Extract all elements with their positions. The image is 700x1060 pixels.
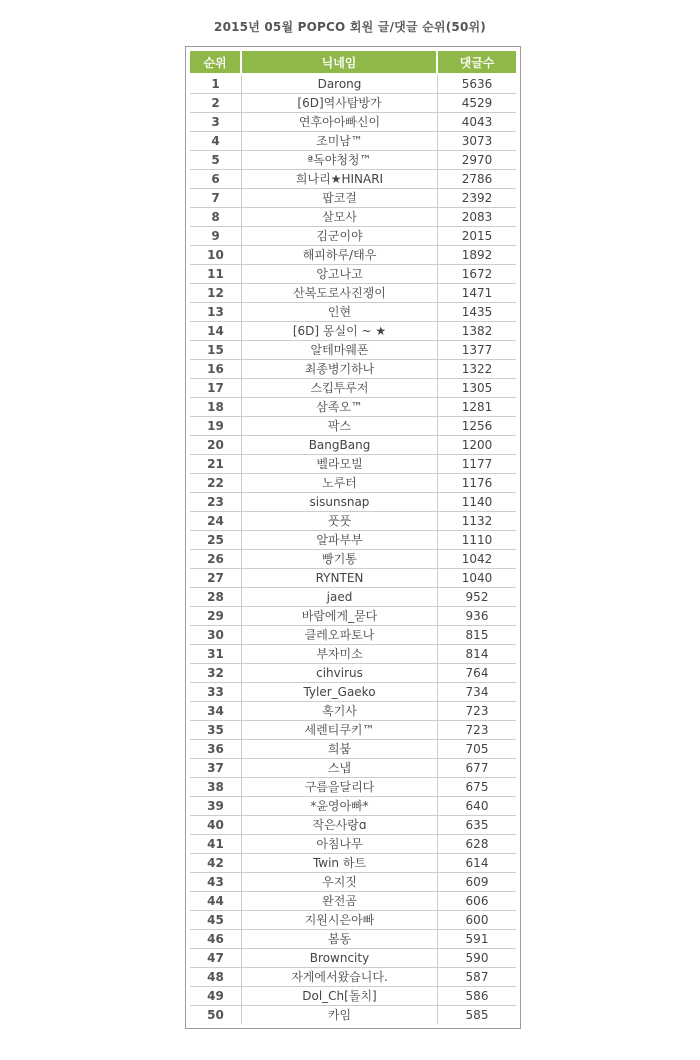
table-row <box>190 265 516 284</box>
comment-count-cell: 1040 <box>438 569 516 588</box>
rank-cell: 34 <box>190 702 242 721</box>
rank-cell: 8 <box>190 208 242 227</box>
nickname-cell: 우지짓 <box>242 873 438 892</box>
table-row <box>190 588 516 607</box>
nickname-cell: 구름을달리다 <box>242 778 438 797</box>
nickname-cell: 해피하루/태우 <box>242 246 438 265</box>
comment-count-cell: 1892 <box>438 246 516 265</box>
nickname-cell: sisunsnap <box>242 493 438 512</box>
rank-cell: 30 <box>190 626 242 645</box>
nickname-cell: 작은사랑ɑ <box>242 816 438 835</box>
rank-cell: 10 <box>190 246 242 265</box>
nickname-cell: 삼족오™ <box>242 398 438 417</box>
table-row <box>190 455 516 474</box>
table-row <box>190 474 516 493</box>
table-row <box>190 835 516 854</box>
table-row <box>190 968 516 987</box>
comment-count-cell: 815 <box>438 626 516 645</box>
table-row <box>190 322 516 341</box>
rank-cell: 29 <box>190 607 242 626</box>
nickname-cell: BangBang <box>242 436 438 455</box>
nickname-cell: 봄동 <box>242 930 438 949</box>
table-row <box>190 94 516 113</box>
comment-count-cell: 936 <box>438 607 516 626</box>
rank-cell: 37 <box>190 759 242 778</box>
rank-cell: 6 <box>190 170 242 189</box>
comment-count-cell: 590 <box>438 949 516 968</box>
table-row <box>190 892 516 911</box>
rank-cell: 40 <box>190 816 242 835</box>
rank-cell: 28 <box>190 588 242 607</box>
nickname-cell: 연후아아빠신이 <box>242 113 438 132</box>
table-row <box>190 493 516 512</box>
table-header-row <box>190 51 516 75</box>
comment-count-cell: 1177 <box>438 455 516 474</box>
comment-count-cell: 677 <box>438 759 516 778</box>
comment-count-cell: 1042 <box>438 550 516 569</box>
comment-count-cell: 675 <box>438 778 516 797</box>
comment-count-cell: 1672 <box>438 265 516 284</box>
comment-count-cell: 2083 <box>438 208 516 227</box>
comment-count-cell: 609 <box>438 873 516 892</box>
comment-count-cell: 2970 <box>438 151 516 170</box>
nickname-cell: 혹기사 <box>242 702 438 721</box>
comment-count-cell: 952 <box>438 588 516 607</box>
table-row <box>190 930 516 949</box>
comment-count-cell: 4529 <box>438 94 516 113</box>
nickname-cell: 인현 <box>242 303 438 322</box>
rank-cell: 31 <box>190 645 242 664</box>
rank-cell: 39 <box>190 797 242 816</box>
nickname-cell: 팍스 <box>242 417 438 436</box>
comment-count-cell: 640 <box>438 797 516 816</box>
table-row <box>190 664 516 683</box>
table-row <box>190 398 516 417</box>
table-row <box>190 189 516 208</box>
nickname-cell: [6D]역사탐방가 <box>242 94 438 113</box>
comment-count-cell: 1305 <box>438 379 516 398</box>
rank-cell: 14 <box>190 322 242 341</box>
rank-cell: 18 <box>190 398 242 417</box>
nickname-cell: RYNTEN <box>242 569 438 588</box>
rank-cell: 36 <box>190 740 242 759</box>
comment-count-cell: 600 <box>438 911 516 930</box>
rank-cell: 42 <box>190 854 242 873</box>
nickname-cell: 벨라모빌 <box>242 455 438 474</box>
rank-cell: 38 <box>190 778 242 797</box>
table-row <box>190 132 516 151</box>
comment-count-cell: 1471 <box>438 284 516 303</box>
table-row <box>190 303 516 322</box>
comment-count-cell: 606 <box>438 892 516 911</box>
comment-count-cell: 1322 <box>438 360 516 379</box>
table-row <box>190 911 516 930</box>
nickname-cell: 최종병기하나 <box>242 360 438 379</box>
nickname-cell: 풋풋 <box>242 512 438 531</box>
nickname-cell: 앙고나고 <box>242 265 438 284</box>
comment-count-cell: 1110 <box>438 531 516 550</box>
nickname-cell: 빵기통 <box>242 550 438 569</box>
nickname-cell: 희나리★HINARI <box>242 170 438 189</box>
rank-cell: 46 <box>190 930 242 949</box>
nickname-cell: Twin 하트 <box>242 854 438 873</box>
table-row <box>190 113 516 132</box>
rank-cell: 17 <box>190 379 242 398</box>
table-row <box>190 702 516 721</box>
rank-cell: 15 <box>190 341 242 360</box>
comment-count-cell: 1377 <box>438 341 516 360</box>
table-row <box>190 797 516 816</box>
comment-count-cell: 723 <box>438 721 516 740</box>
table-row <box>190 740 516 759</box>
nickname-cell: 아침나무 <box>242 835 438 854</box>
rank-cell: 13 <box>190 303 242 322</box>
rank-cell: 35 <box>190 721 242 740</box>
rank-cell: 47 <box>190 949 242 968</box>
table-row <box>190 854 516 873</box>
nickname-cell: 완전곰 <box>242 892 438 911</box>
table-row <box>190 436 516 455</box>
rank-cell: 7 <box>190 189 242 208</box>
rank-cell: 49 <box>190 987 242 1006</box>
table-row <box>190 170 516 189</box>
comment-count-cell: 5636 <box>438 75 516 94</box>
rank-cell: 27 <box>190 569 242 588</box>
rank-cell: 41 <box>190 835 242 854</box>
table-row <box>190 227 516 246</box>
rank-cell: 33 <box>190 683 242 702</box>
nickname-cell: 살모사 <box>242 208 438 227</box>
rank-cell: 20 <box>190 436 242 455</box>
nickname-cell: 바람에게_묻다 <box>242 607 438 626</box>
nickname-cell: 팝코걸 <box>242 189 438 208</box>
rank-cell: 9 <box>190 227 242 246</box>
table-row <box>190 1006 516 1024</box>
table-row <box>190 949 516 968</box>
nickname-cell: jaed <box>242 588 438 607</box>
comment-count-cell: 4043 <box>438 113 516 132</box>
nickname-cell: 세렌티쿠키™ <box>242 721 438 740</box>
nickname-cell: 스냅 <box>242 759 438 778</box>
table-row <box>190 778 516 797</box>
nickname-cell: 산복도로사진쟁이 <box>242 284 438 303</box>
rank-cell: 48 <box>190 968 242 987</box>
comment-count-cell: 635 <box>438 816 516 835</box>
comment-count-cell: 1176 <box>438 474 516 493</box>
rank-cell: 11 <box>190 265 242 284</box>
column-header-comment-count: 댓글수 <box>438 51 516 75</box>
comment-count-cell: 587 <box>438 968 516 987</box>
nickname-cell: [6D] 몽실이 ~ ★ <box>242 322 438 341</box>
table-row <box>190 607 516 626</box>
nickname-cell: 부자미소 <box>242 645 438 664</box>
table-row <box>190 512 516 531</box>
table-row <box>190 151 516 170</box>
rank-cell: 25 <box>190 531 242 550</box>
comment-count-cell: 1200 <box>438 436 516 455</box>
table-row <box>190 987 516 1006</box>
rank-cell: 16 <box>190 360 242 379</box>
table-row <box>190 683 516 702</box>
rank-cell: 44 <box>190 892 242 911</box>
comment-count-cell: 1132 <box>438 512 516 531</box>
nickname-cell: 클레오파토나 <box>242 626 438 645</box>
table-row <box>190 816 516 835</box>
nickname-cell: cihvirus <box>242 664 438 683</box>
rank-cell: 12 <box>190 284 242 303</box>
nickname-cell: Browncity <box>242 949 438 968</box>
comment-count-cell: 734 <box>438 683 516 702</box>
nickname-cell: 자게에서왔습니다. <box>242 968 438 987</box>
rank-cell: 26 <box>190 550 242 569</box>
comment-count-cell: 1435 <box>438 303 516 322</box>
nickname-cell: 노루터 <box>242 474 438 493</box>
comment-count-cell: 1382 <box>438 322 516 341</box>
table-body <box>190 75 516 1024</box>
page-title: 2015년 05월 POPCO 회원 글/댓글 순위(50위) <box>214 20 486 34</box>
nickname-cell: Dol_Ch[돌치] <box>242 987 438 1006</box>
rank-cell: 43 <box>190 873 242 892</box>
comment-count-cell: 614 <box>438 854 516 873</box>
comment-count-cell: 764 <box>438 664 516 683</box>
rank-cell: 5 <box>190 151 242 170</box>
rank-cell: 24 <box>190 512 242 531</box>
column-header-rank: 순위 <box>190 51 242 75</box>
rank-cell: 22 <box>190 474 242 493</box>
nickname-cell: *윤영아빠* <box>242 797 438 816</box>
comment-count-cell: 1256 <box>438 417 516 436</box>
table-row <box>190 246 516 265</box>
nickname-cell: 카임 <box>242 1006 438 1024</box>
comment-count-cell: 2392 <box>438 189 516 208</box>
comment-count-cell: 2015 <box>438 227 516 246</box>
nickname-cell: 지원시은아빠 <box>242 911 438 930</box>
ranking-table-frame <box>185 46 521 1029</box>
table-row <box>190 645 516 664</box>
table-row <box>190 379 516 398</box>
table-row <box>190 417 516 436</box>
table-row <box>190 341 516 360</box>
table-row <box>190 759 516 778</box>
comment-count-cell: 723 <box>438 702 516 721</box>
table-row <box>190 284 516 303</box>
comment-count-cell: 1281 <box>438 398 516 417</box>
ranking-table <box>190 51 516 1024</box>
comment-count-cell: 591 <box>438 930 516 949</box>
nickname-cell: 희붐 <box>242 740 438 759</box>
table-row <box>190 360 516 379</box>
comment-count-cell: 1140 <box>438 493 516 512</box>
rank-cell: 19 <box>190 417 242 436</box>
nickname-cell: Darong <box>242 75 438 94</box>
table-row <box>190 873 516 892</box>
table-row <box>190 208 516 227</box>
comment-count-cell: 2786 <box>438 170 516 189</box>
rank-cell: 50 <box>190 1006 242 1024</box>
nickname-cell: 알파부부 <box>242 531 438 550</box>
nickname-cell: 조미남™ <box>242 132 438 151</box>
rank-cell: 4 <box>190 132 242 151</box>
nickname-cell: 김군이야 <box>242 227 438 246</box>
rank-cell: 45 <box>190 911 242 930</box>
rank-cell: 2 <box>190 94 242 113</box>
table-row <box>190 569 516 588</box>
table-row <box>190 550 516 569</box>
comment-count-cell: 586 <box>438 987 516 1006</box>
rank-cell: 3 <box>190 113 242 132</box>
comment-count-cell: 705 <box>438 740 516 759</box>
comment-count-cell: 628 <box>438 835 516 854</box>
nickname-cell: Tyler_Gaeko <box>242 683 438 702</box>
table-row <box>190 531 516 550</box>
rank-cell: 23 <box>190 493 242 512</box>
comment-count-cell: 814 <box>438 645 516 664</box>
rank-cell: 21 <box>190 455 242 474</box>
comment-count-cell: 3073 <box>438 132 516 151</box>
nickname-cell: 알테마웨폰 <box>242 341 438 360</box>
table-row <box>190 721 516 740</box>
comment-count-cell: 585 <box>465 1008 489 1022</box>
column-header-nickname: 닉네임 <box>242 51 438 75</box>
nickname-cell: 스킵투루저 <box>242 379 438 398</box>
table-row <box>190 626 516 645</box>
rank-cell: 32 <box>190 664 242 683</box>
nickname-cell: ª독야청청™ <box>242 151 438 170</box>
rank-cell: 1 <box>190 75 242 94</box>
table-row <box>190 75 516 94</box>
